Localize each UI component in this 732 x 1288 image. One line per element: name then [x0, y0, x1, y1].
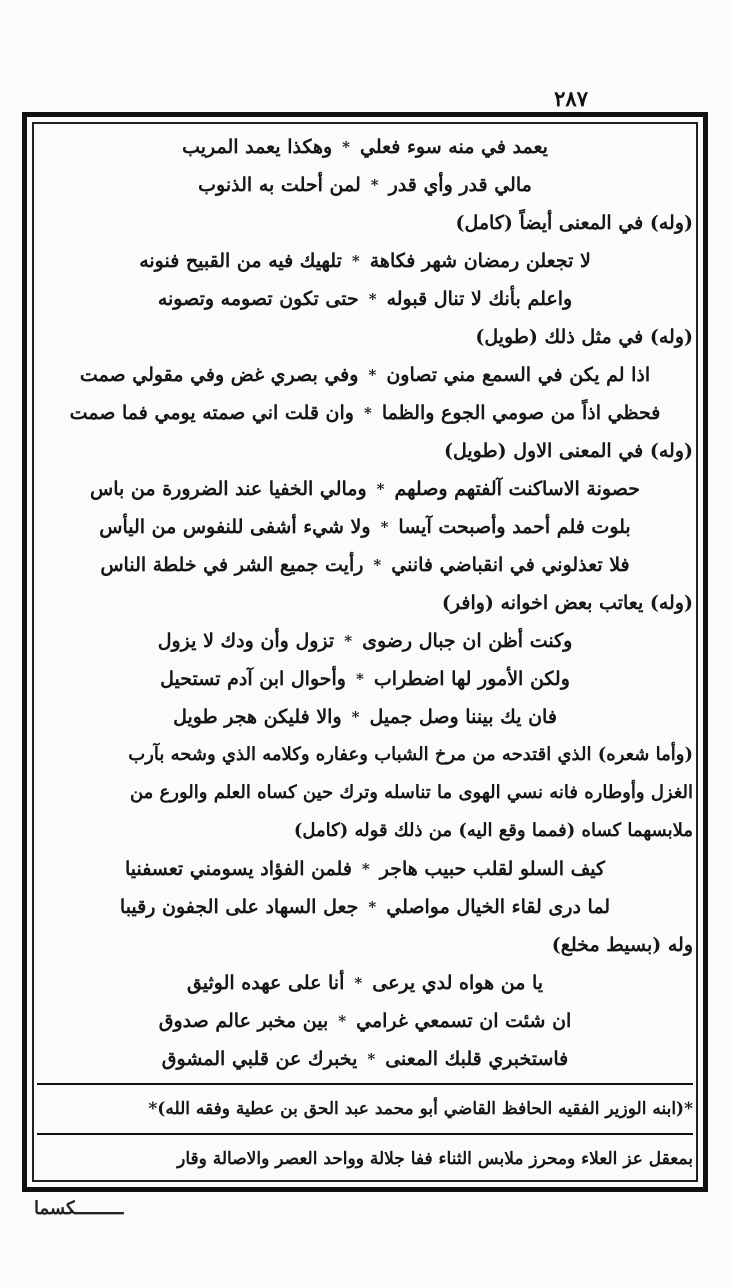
section-heading: (وله) يعاتب بعض اخوانه (وافر) [441, 592, 693, 614]
verse-hemistich-first: لما درى لقاء الخيال مواصلي [386, 896, 611, 918]
verse-separator: * [380, 518, 389, 536]
verse-line [37, 547, 693, 583]
verse-line [37, 1041, 693, 1077]
section-heading: (وله) في مثل ذلك (طويل) [475, 326, 693, 348]
verse-separator: * [351, 252, 360, 270]
verse-hemistich-first: واعلم بأنك لا تنال قبوله [386, 288, 573, 310]
verse-hemistich-first: مالي قدر وأي قدر [388, 174, 532, 196]
verse-separator: * [355, 670, 364, 688]
verse-separator: * [361, 860, 370, 878]
verse-hemistich-second: والا فليكن هجر طويل [173, 706, 342, 728]
verse-line [37, 167, 693, 203]
verse-hemistich-first: فاستخبري قلبك المعنى [385, 1048, 569, 1070]
verse-separator: * [338, 1012, 347, 1030]
verse-separator: * [373, 556, 382, 574]
verse-hemistich-first: فان يك بيننا وصل جميل [369, 706, 557, 728]
verse-hemistich-first: وكنت أظن ان جبال رضوى [362, 630, 573, 652]
verse-hemistich-second: يخبرك عن قلبي المشوق [161, 1048, 358, 1070]
verse-line [37, 471, 693, 507]
verse-line [37, 509, 693, 545]
verse-hemistich-first: فحظي اذاً من صومي الجوع والظما [381, 402, 661, 424]
verse-hemistich-second: ومالي الخفيا عند الضرورة من باس [90, 478, 367, 500]
verse-line [37, 965, 693, 1001]
footer-text-line: بمعقل عز العلاء ومحرز ملابس الثناء ففا جلالة وواحد العصر والاصالة وقار [177, 1149, 693, 1169]
verse-separator: * [368, 898, 377, 916]
verse-hemistich-first: يعمد في منه سوء فعلي [360, 136, 548, 158]
verse-separator: * [370, 176, 379, 194]
verse-hemistich-second: وان قلت اني صمته يومي فما صمت [69, 402, 354, 424]
verse-line [37, 357, 693, 393]
verse-hemistich-first: كيف السلو لقلب حبيب هاجر [379, 858, 606, 880]
verse-line [37, 243, 693, 279]
verse-hemistich-first: ان شئت ان تسمعي غرامي [356, 1010, 572, 1032]
divider-rule [37, 1133, 693, 1135]
prose-line: الغزل وأوطاره فانه نسي الهوى ما تناسله وترك حين كساه العلم والورع من [129, 782, 693, 803]
verse-separator: * [368, 366, 377, 384]
verse-line [37, 129, 693, 165]
verse-line [37, 699, 693, 735]
verse-separator: * [367, 1050, 376, 1068]
verse-line [37, 889, 693, 925]
verse-hemistich-second: رأيت جميع الشر في خلطة الناس [100, 554, 364, 576]
verse-hemistich-second: حتى تكون تصومه وتصونه [157, 288, 359, 310]
prose-line: (وأما شعره) الذي اقتدحه من مرخ الشباب وعفاره وكلامه الذي وشحه بآرب [128, 744, 693, 765]
verse-hemistich-first: بلوت فلم أحمد وأصبحت آيسا [398, 516, 631, 538]
verse-hemistich-second: ولا شيء أشفى للنفوس من اليأس [99, 516, 371, 538]
verse-separator: * [363, 404, 372, 422]
verse-hemistich-second: وهكذا يعمد المريب [182, 136, 333, 158]
page-frame [22, 112, 708, 1192]
divider-rule [37, 1083, 693, 1085]
verse-separator: * [368, 290, 377, 308]
verse-line [37, 851, 693, 887]
page-number: ٢٨٧ [554, 86, 588, 111]
verse-hemistich-second: تلهيك فيه من القبيح فنونه [139, 250, 342, 272]
verse-separator: * [351, 708, 360, 726]
verse-hemistich-second: أنا على عهده الوثيق [186, 972, 345, 994]
verse-hemistich-first: لا تجعلن رمضان شهر فكاهة [369, 250, 591, 272]
verse-hemistich-first: اذا لم يكن في السمع مني تصاون [386, 364, 651, 386]
verse-line [37, 1003, 693, 1039]
verse-line [37, 395, 693, 431]
footer-title-line: *(ابنه الوزير الفقيه الحافظ القاضي أبو محمد عبد الحق بن عطية وفقه الله)* [148, 1099, 693, 1119]
section-heading: (وله) في المعنى أيضاً (كامل) [455, 212, 693, 234]
verse-hemistich-first: يا من هواه لدي يرعى [372, 972, 544, 994]
verse-hemistich-first: حصونة الاساكنت آلفتهم وصلهم [394, 478, 640, 500]
verse-separator: * [376, 480, 385, 498]
verse-line [37, 661, 693, 697]
verse-hemistich-first: ولكن الأمور لها اضطراب [373, 668, 570, 690]
page-body [37, 125, 693, 1179]
verse-hemistich-second: تزول وأن ودك لا يزول [157, 630, 335, 652]
verse-hemistich-first: فلا تعذلوني في انقباضي فانني [391, 554, 630, 576]
verse-hemistich-second: وفي بصري غض وفي مقولي صمت [79, 364, 359, 386]
verse-separator: * [342, 138, 350, 156]
bottom-stamp: ـــــــــكسما [34, 1198, 124, 1219]
verse-line [37, 623, 693, 659]
verse-hemistich-second: جعل السهاد على الجفون رقيبا [119, 896, 359, 918]
verse-hemistich-second: وأحوال ابن آدم تستحيل [160, 668, 346, 690]
verse-hemistich-second: بين مخبر عالم صدوق [158, 1010, 329, 1032]
prose-line: ملابسهما كساه (فمما وقع اليه) من ذلك قوله (كامل) [293, 820, 693, 841]
verse-separator: * [354, 974, 363, 992]
section-heading: (وله) في المعنى الاول (طويل) [444, 440, 693, 462]
verse-line [37, 281, 693, 317]
verse-hemistich-second: لمن أحلت به الذنوب [198, 174, 361, 196]
verse-hemistich-second: فلمن الفؤاد يسومني تعسفنيا [124, 858, 352, 880]
section-heading: وله (بسيط مخلع) [551, 934, 693, 956]
verse-separator: * [344, 632, 353, 650]
